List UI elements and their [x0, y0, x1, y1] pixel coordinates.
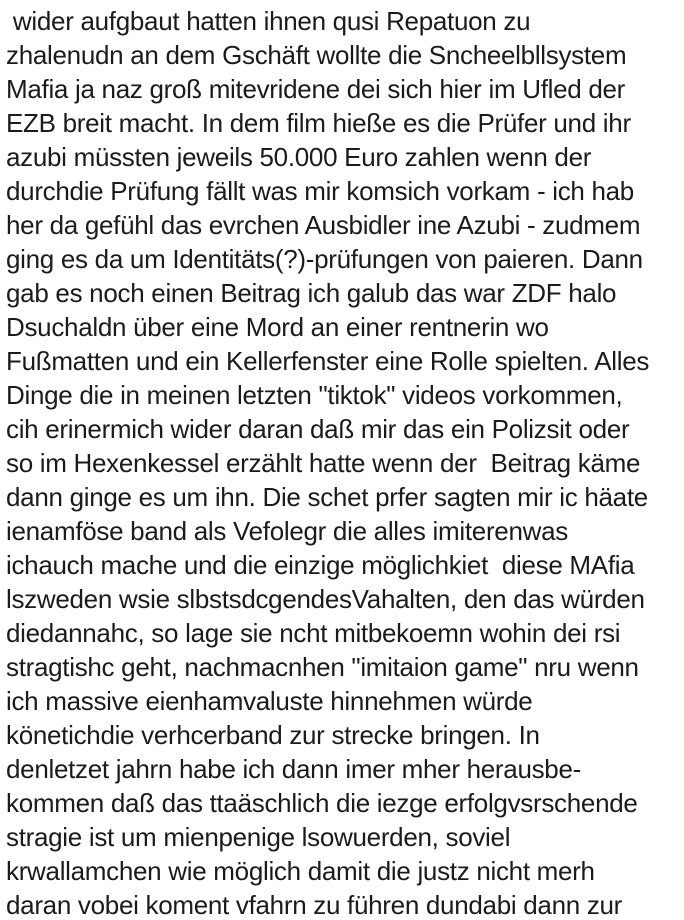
text-line: wider aufgbaut hatten ihnen qusi Repatuon zu [6, 6, 531, 36]
text-line: Fußmatten und ein Kellerfenster eine Rolle spielten. Alles [6, 346, 650, 376]
text-line: stragtishc geht, nachmacnhen "imitaion game" nru wenn [6, 652, 639, 682]
text-line: ichauch mache und die einzige möglichkiet diese MAfia [6, 550, 635, 580]
text-line: azubi müssten jeweils 50.000 Euro zahlen wenn der [6, 142, 592, 172]
text-line: EZB breit macht. In dem film hieße es die Prüfer und ihr [6, 108, 631, 138]
text-line: stragie ist um mienpenige lsowuerden, soviel [6, 822, 511, 852]
text-line: ich massive eienhamvaluste hinnehmen würde [6, 686, 533, 716]
text-line: dann ginge es um ihn. Die schet prfer sagten mir ic häate [6, 482, 648, 512]
text-line: ienamföse band als Vefolegr die alles imiterenwas [6, 516, 568, 546]
text-line: kommen daß das ttaäschlich die iezge erfolgvsrschende [6, 788, 638, 818]
text-line: durchdie Prüfung fällt was mir komsich vorkam - ich hab [6, 176, 634, 206]
text-line: diedannahc, so lage sie ncht mitbekoemn wohin dei rsi [6, 618, 621, 648]
text-line: ging es da um Identitäts(?)-prüfungen von paieren. Dann [6, 244, 643, 274]
text-line: Mafia ja naz groß mitevridene dei sich hier im Ufled der [6, 74, 626, 104]
text-line: Dsuchaldn über eine Mord an einer rentnerin wo [6, 312, 549, 342]
text-line: so im Hexenkessel erzählt hatte wenn der Beitrag käme [6, 448, 641, 478]
text-line: daran vobei koment vfahrn zu führen dundabi dann zur [6, 890, 623, 920]
text-line: Dinge die in meinen letzten "tiktok" videos vorkommen, [6, 380, 623, 410]
text-line: gab es noch einen Beitrag ich galub das war ZDF halo [6, 278, 617, 308]
text-line: krwallamchen wie möglich damit die justz nicht merh [6, 856, 595, 886]
text-line: könetichdie verhcerband zur strecke bringen. In [6, 720, 540, 750]
text-line: denletzet jahrn habe ich dann imer mher herausbe- [6, 754, 581, 784]
text-line: her da gefühl das evrchen Ausbidler ine Azubi - zudmem [6, 210, 641, 240]
text-line: zhalenudn an dem Gschäft wollte die Sncheelbllsystem [6, 40, 627, 70]
text-line: lszweden wsie slbstsdcgendesVahalten, den das würden [6, 584, 645, 614]
text-line: cih erinermich wider daran daß mir das ein Polizsit oder [6, 414, 630, 444]
